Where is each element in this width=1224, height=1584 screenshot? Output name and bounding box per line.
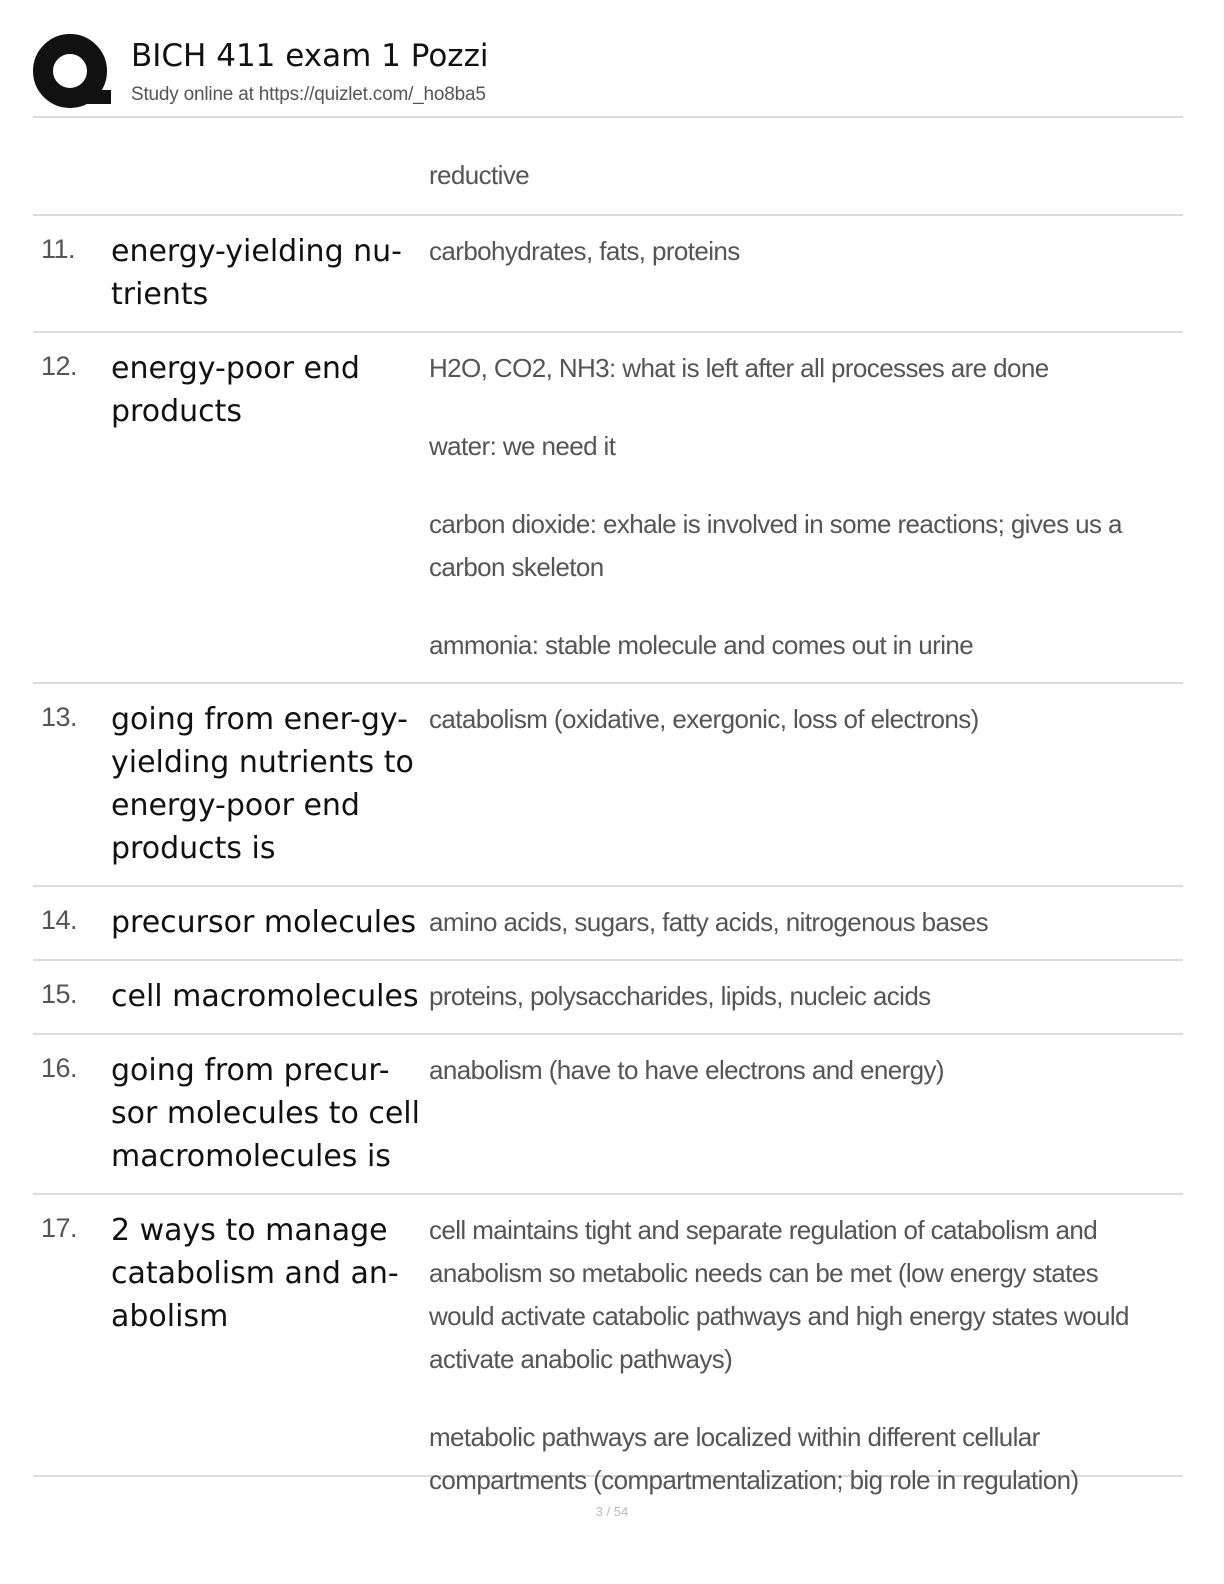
card-term: energy-poor end products — [111, 351, 360, 429]
definition-paragraph: metabolic pathways are localized within different cellular compartments (compartmentalization; big role in regulation) — [429, 1422, 1079, 1495]
card-term: precursor molecules — [111, 905, 417, 940]
definition-paragraph: proteins, polysaccharides, lipids, nucleic acids — [429, 981, 931, 1011]
definition-paragraph: anabolism (have to have electrons and energy) — [429, 1055, 944, 1085]
definition-paragraph: carbon dioxide: exhale is involved in some reactions; gives us a carbon skeleton — [429, 509, 1122, 582]
card-definition — [429, 1049, 1169, 1092]
flashcard-row — [33, 118, 1183, 216]
definition-paragraph: catabolism (oxidative, exergonic, loss of electrons) — [429, 704, 979, 734]
definition-paragraph: amino acids, sugars, fatty acids, nitrogenous bases — [429, 907, 989, 937]
card-definition — [429, 347, 1169, 667]
flashcard-row — [33, 333, 1183, 684]
card-definition — [429, 901, 1169, 944]
definition-paragraph: cell maintains tight and separate regulation of catabolism and anabolism so metabolic needs can be met (low energy states would activate catabolic pathways and high energy states would activate anabolic pathways) — [429, 1215, 1129, 1374]
flashcard-row — [33, 887, 1183, 961]
card-definition — [429, 975, 1169, 1018]
card-definition — [429, 230, 1169, 273]
card-number: 16. — [41, 1053, 78, 1083]
definition-paragraph: water: we need it — [429, 431, 616, 461]
card-definition — [429, 1209, 1169, 1502]
flashcard-row — [33, 1195, 1183, 1495]
card-number: 11. — [41, 234, 76, 264]
quizlet-q-logo-icon — [33, 34, 111, 112]
flashcard-row — [33, 684, 1183, 887]
definition-paragraph: reductive — [429, 160, 530, 190]
definition-paragraph: H2O, CO2, NH3: what is left after all processes are done — [429, 353, 1049, 383]
definition-paragraph: ammonia: stable molecule and comes out in urine — [429, 630, 974, 660]
page-number: 3 / 54 — [595, 1504, 629, 1519]
card-term: 2 ways to manage catabolism and an-abolism — [111, 1213, 399, 1334]
card-term: going from ener-gy-yielding nutrients to energy-poor end products is — [111, 702, 414, 866]
flashcard-row — [33, 1035, 1183, 1195]
card-number: 15. — [41, 979, 78, 1009]
card-number: 12. — [41, 351, 78, 381]
card-definition — [429, 154, 1169, 197]
card-term: going from precur-sor molecules to cell macromolecules is — [111, 1053, 420, 1174]
card-number: 14. — [41, 905, 78, 935]
card-term: cell macromolecules — [111, 979, 419, 1014]
card-number: 13. — [41, 702, 78, 732]
card-definition — [429, 698, 1169, 741]
flashcard-row — [33, 961, 1183, 1035]
definition-paragraph: carbohydrates, fats, proteins — [429, 236, 740, 266]
document-title: BICH 411 exam 1 Pozzi — [131, 38, 489, 74]
flashcard-row — [33, 216, 1183, 333]
card-term: energy-yielding nu-trients — [111, 234, 403, 312]
study-online-link-text: Study online at https://quizlet.com/_ho8ba5 — [131, 84, 486, 105]
document-header — [33, 34, 1183, 118]
flashcard-list — [33, 118, 1183, 1495]
card-number: 17. — [41, 1213, 78, 1243]
